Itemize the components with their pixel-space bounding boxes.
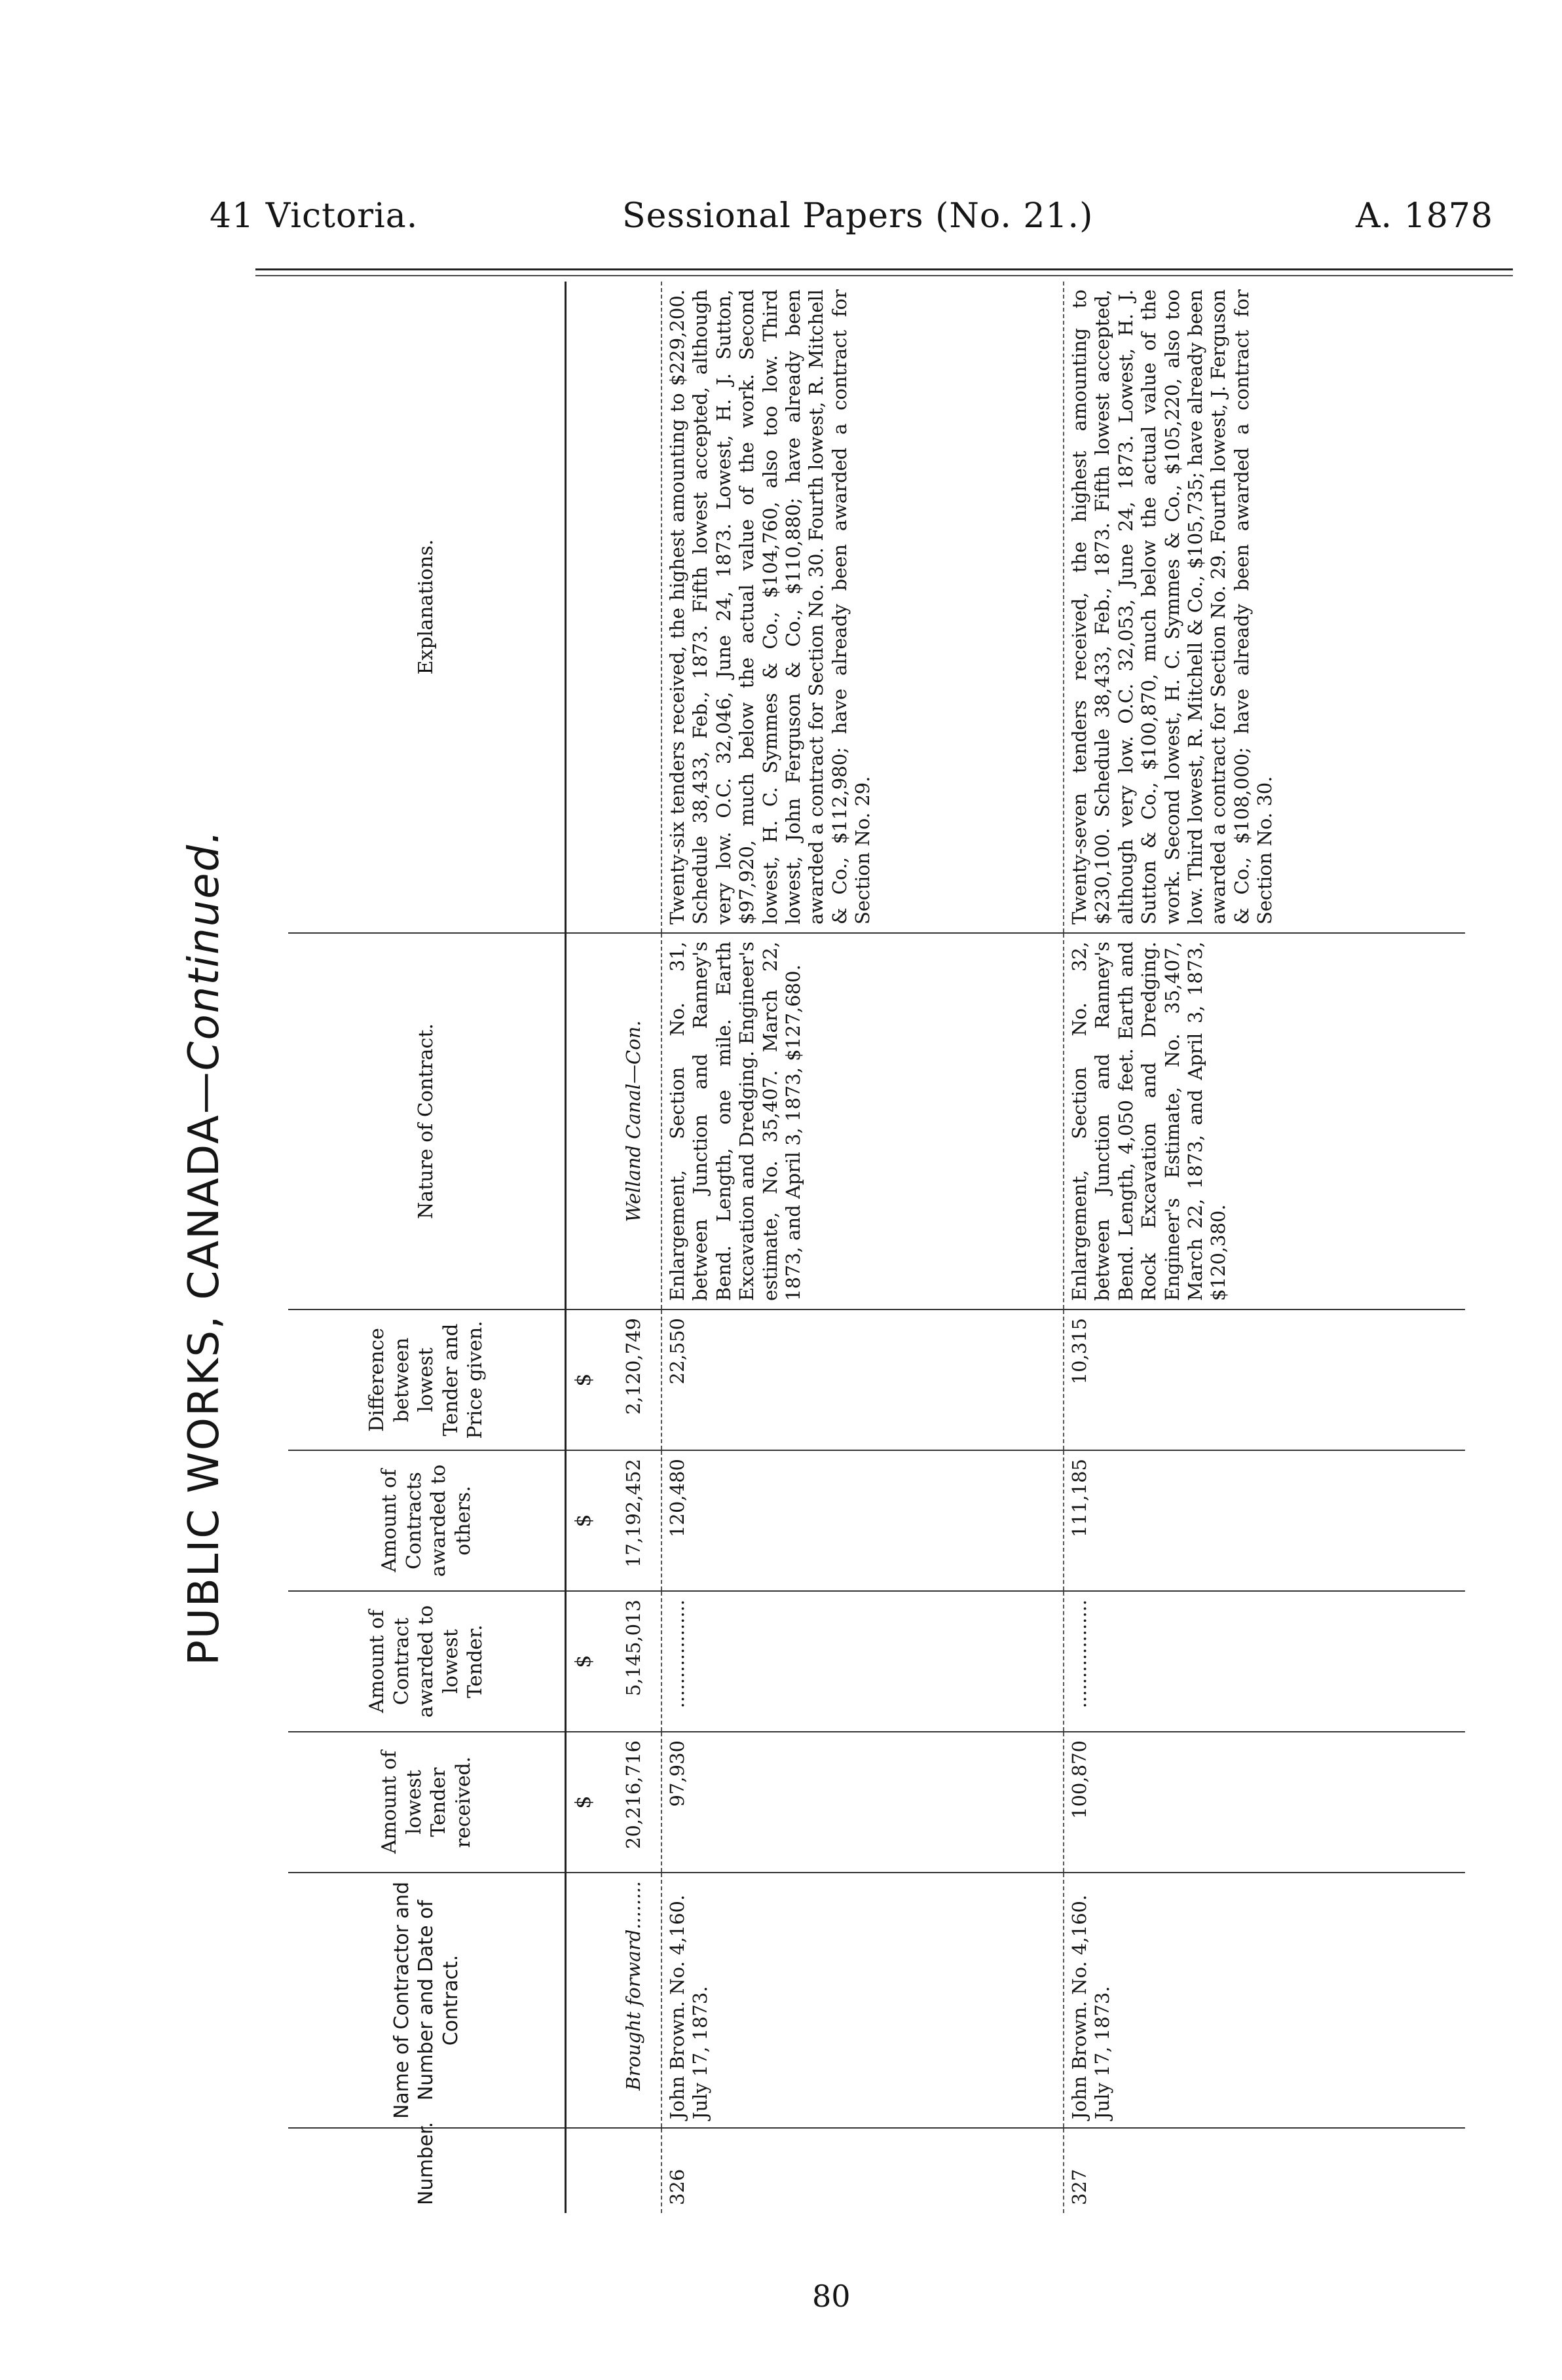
table-row bbox=[1064, 282, 1465, 2213]
row-contractor: John Brown. No. 4,160. July 17, 1873. bbox=[661, 1873, 1064, 2128]
row-contractor: John Brown. No. 4,160. July 17, 1873. bbox=[1064, 1873, 1465, 2128]
brought-forward-label: Brought forward........ bbox=[607, 1873, 661, 2128]
header-right: A. 1878 bbox=[1356, 196, 1493, 236]
row-nature: Enlargement, Section No. 31, between Junction and Ranney's Bend. Length, one mile. Earth Excavation and Dredging. Engineer's estimate, No. 35,407. March 22, 1873, and April 3, 1873, $127,680. bbox=[661, 933, 1064, 1309]
header-center: Sessional Papers (No. 21.) bbox=[622, 196, 1094, 236]
header-left: 41 Victoria. bbox=[210, 196, 418, 236]
row-lowest-tender: 100,870 bbox=[1064, 1732, 1465, 1873]
bf-awarded-others: 17,192,452 bbox=[607, 1450, 661, 1591]
title-main: PUBLIC WORKS, CANADA— bbox=[180, 1071, 229, 1666]
unit-label: $ bbox=[566, 1450, 608, 1591]
header-rule bbox=[255, 268, 1513, 270]
row-nature: Enlargement, Section No. 32, between Junction and Ranney's Bend. Length, 4,050 feet. Earth and Rock Excavation and Dredging. Engineer's Estimate, No. 35,407, March 22, 1873, and April 3, 1873, $120,380. bbox=[1064, 933, 1465, 1309]
units-row bbox=[566, 282, 608, 2213]
row-number: 327 bbox=[1064, 2128, 1465, 2213]
bf-awarded-lowest: 5,145,013 bbox=[607, 1591, 661, 1732]
contracts-table bbox=[288, 282, 1465, 2213]
brought-forward-row bbox=[607, 282, 661, 2213]
col-lowest-tender: Amount of lowest Tender received. bbox=[288, 1732, 566, 1873]
unit-label: $ bbox=[566, 1732, 608, 1873]
row-explanation: Twenty-six tenders received, the highest amounting to $229,200. Schedule 38,433, Feb., 1873. Fifth lowest accepted, although very low. O.C. 32,046, June 24, 1873. Lowest, H. J. Sutton, $97,920, much below the actual value of the work. Second lowest, H. C. Symmes & Co., $104,760, also too low. Third lowest, John Ferguson & Co., $110,880; have already been awarded a contract for Section No. 30. Fourth lowest, R. Mitchell & Co., $112,980; have already been awarded a contract for Section No. 29. bbox=[661, 282, 1064, 933]
row-awarded-others: 111,185 bbox=[1064, 1450, 1465, 1591]
header-rule-thin bbox=[255, 275, 1513, 276]
page-number: 80 bbox=[812, 2279, 851, 2314]
unit-label: $ bbox=[566, 1591, 608, 1732]
page-title bbox=[180, 282, 229, 2213]
col-contractor: Name of Contractor and Number and Date of Contract. bbox=[288, 1873, 566, 2128]
row-awarded-lowest: .................. bbox=[1064, 1591, 1465, 1732]
col-awarded-lowest: Amount of Contract awarded to lowest Tender. bbox=[288, 1591, 566, 1732]
title-continued: Continued. bbox=[180, 829, 229, 1071]
bf-difference: 2,120,749 bbox=[607, 1309, 661, 1450]
row-explanation: Twenty-seven tenders received, the highest amounting to $230,100. Schedule 38,433, Feb., 1873. Fifth lowest accepted, although very low. O.C. 32,053, June 24, 1873. Lowest, H. J. Sutton & Co., $100,870, much below the actual value of the work. Second lowest, H. C. Symmes & Co., $105,220, also too low. Third lowest, R. Mitchell & Co., $105,735; have already been awarded a contract for Section No. 29. Fourth lowest, J. Ferguson & Co., $108,000; have already been awarded a contract for Section No. 30. bbox=[1064, 282, 1465, 933]
row-awarded-others: 120,480 bbox=[661, 1450, 1064, 1591]
row-difference: 22,550 bbox=[661, 1309, 1064, 1450]
col-nature: Nature of Contract. bbox=[288, 933, 566, 1309]
row-awarded-lowest: .................. bbox=[661, 1591, 1064, 1732]
col-difference: Difference between lowest Tender and Price given. bbox=[288, 1309, 566, 1450]
table-header-row bbox=[288, 282, 566, 2213]
col-explanations: Explanations. bbox=[288, 282, 566, 933]
rotated-table-block bbox=[180, 282, 1506, 2213]
col-awarded-others: Amount of Contracts awarded to others. bbox=[288, 1450, 566, 1591]
col-number: Number. bbox=[288, 2128, 566, 2213]
row-number: 326 bbox=[661, 2128, 1064, 2213]
row-difference: 10,315 bbox=[1064, 1309, 1465, 1450]
canal-heading: Welland Canal—Con. bbox=[607, 933, 661, 1309]
bf-lowest-tender: 20,216,716 bbox=[607, 1732, 661, 1873]
table-row bbox=[661, 282, 1064, 2213]
unit-label: $ bbox=[566, 1309, 608, 1450]
row-lowest-tender: 97,930 bbox=[661, 1732, 1064, 1873]
